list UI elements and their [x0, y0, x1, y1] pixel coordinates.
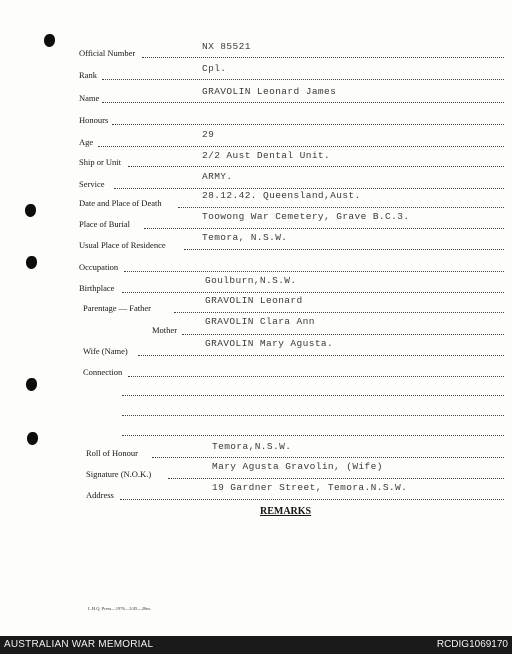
rank-label: Rank: [79, 70, 97, 80]
mother-label: Mother: [152, 325, 178, 335]
age-label: Age: [79, 137, 94, 147]
usual-residence-label: Usual Place of Residence: [79, 240, 166, 250]
service-label: Service: [79, 179, 105, 189]
punch-hole-lower: [26, 378, 37, 391]
mother-line: [182, 334, 504, 335]
birthplace-label: Birthplace: [79, 283, 115, 293]
official-number-label: Official Number: [79, 48, 136, 58]
birthplace-value: Goulburn,N.S.W.: [205, 275, 297, 286]
connection-line-4: [122, 435, 504, 436]
name-line: [102, 102, 504, 103]
birthplace-line: [122, 292, 504, 293]
roll-of-honour-value: Temora,N.S.W.: [212, 441, 292, 452]
connection-line-2: [122, 395, 504, 396]
name-value: GRAVOLIN Leonard James: [202, 86, 337, 97]
roll-of-honour-line: [152, 457, 504, 458]
name-label: Name: [79, 93, 100, 103]
occupation-label: Occupation: [79, 262, 119, 272]
service-line: [114, 188, 504, 189]
ship-or-unit-value: 2/2 Aust Dental Unit.: [202, 150, 331, 161]
father-line: [174, 312, 504, 313]
punch-hole-upper: [25, 204, 36, 217]
service-value: ARMY.: [202, 171, 233, 182]
archive-footer: [0, 636, 512, 654]
punch-hole-middle: [26, 256, 37, 269]
punch-hole-top: [44, 34, 55, 47]
rank-line: [102, 79, 504, 80]
official-number-line: [142, 57, 504, 58]
remarks-heading: REMARKS: [260, 506, 312, 517]
signature-value: Mary Agusta Gravolin, (Wife): [212, 461, 383, 472]
signature-line: [168, 478, 504, 479]
father-value: GRAVOLIN Leonard: [205, 295, 303, 306]
honours-label: Honours: [79, 115, 109, 125]
official-number-value: NX 85521: [202, 41, 251, 52]
footer-institution: AUSTRALIAN WAR MEMORIAL: [4, 639, 154, 650]
address-line: [120, 499, 504, 500]
usual-residence-value: Temora, N.S.W.: [202, 232, 288, 243]
usual-residence-line: [184, 249, 504, 250]
punch-hole-bottom: [27, 432, 38, 445]
wife-label: Wife (Name): [83, 346, 128, 356]
mother-value: GRAVOLIN Clara Ann: [205, 316, 315, 327]
place-of-burial-label: Place of Burial: [79, 219, 130, 229]
wife-value: GRAVOLIN Mary Agusta.: [205, 338, 334, 349]
address-label: Address: [86, 490, 114, 500]
place-of-burial-line: [144, 228, 504, 229]
wife-line: [138, 355, 504, 356]
connection-label: Connection: [83, 367, 123, 377]
roll-of-honour-label: Roll of Honour: [86, 448, 138, 458]
ship-or-unit-label: Ship or Unit: [79, 157, 122, 167]
age-line: [98, 146, 504, 147]
date-place-death-label: Date and Place of Death: [79, 198, 162, 208]
footer-record-id: RCDIG1069170: [436, 639, 508, 650]
rank-value: Cpl.: [202, 63, 227, 74]
ship-or-unit-line: [128, 166, 504, 167]
date-place-death-value: 28.12.42. Queensland,Aust.: [202, 190, 361, 201]
date-place-death-line: [178, 207, 504, 208]
signature-label: Signature (N.O.K.): [86, 469, 152, 479]
place-of-burial-value: Toowong War Cemetery, Grave B.C.3.: [202, 211, 410, 222]
connection-line-3: [122, 415, 504, 416]
age-value: 29: [202, 129, 215, 140]
printer-note: L.H.Q. Press—1976—3/45—20m.: [88, 606, 151, 611]
occupation-line: [124, 271, 504, 272]
father-label: Parentage — Father: [83, 303, 151, 313]
connection-line-1: [128, 376, 504, 377]
address-value: 19 Gardner Street, Temora.N.S.W.: [212, 482, 408, 493]
honours-line: [112, 124, 504, 125]
